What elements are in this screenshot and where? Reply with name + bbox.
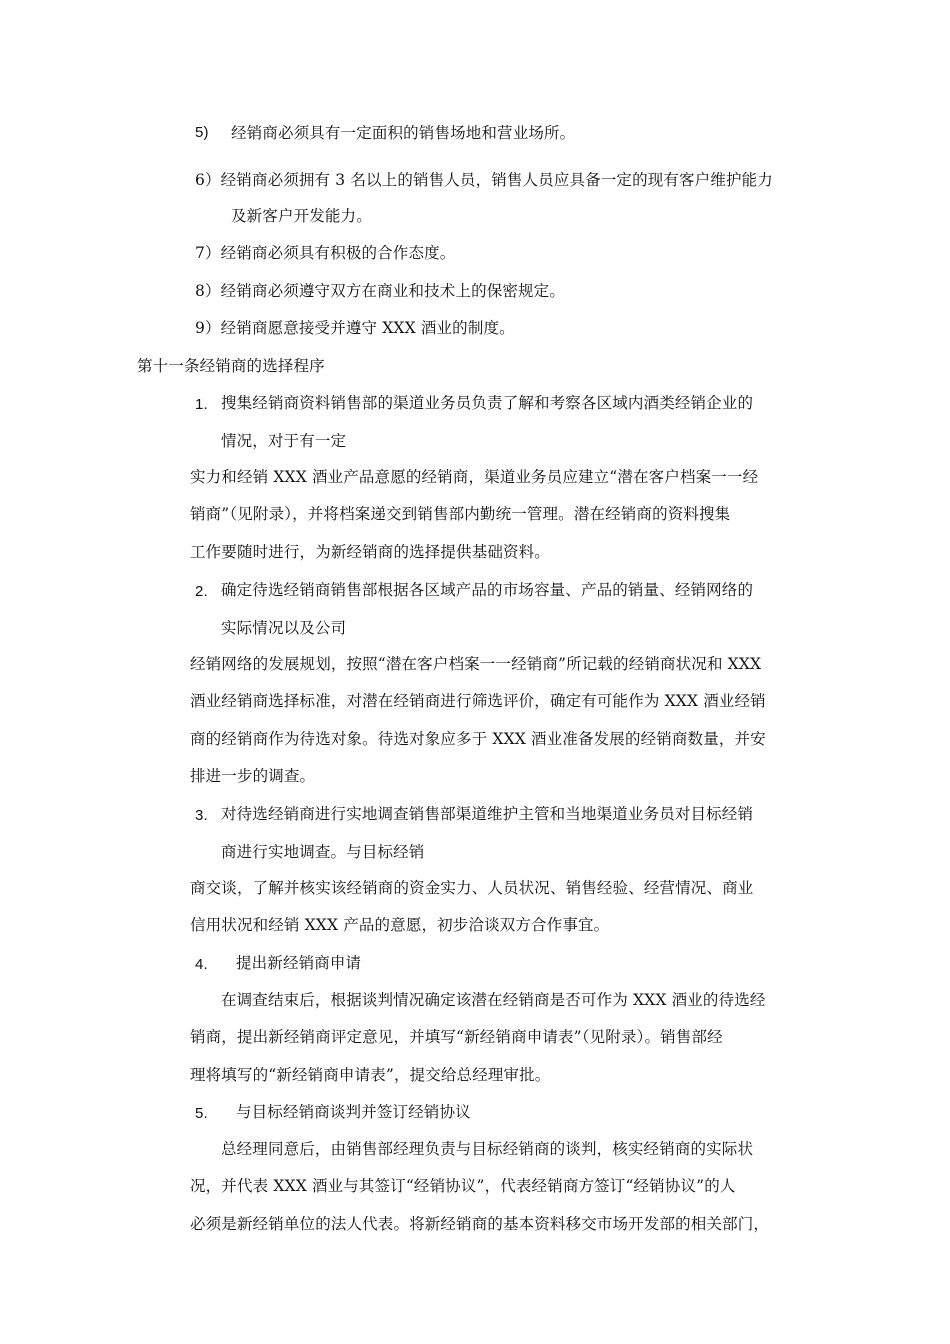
item-5-text: 经销商必须具有一定面积的销售场地和营业场所。 [231, 124, 576, 142]
step-4-body-line: 销商，提出新经销商评定意见，并填写“新经销商申请表”（见附录）。销售部经 [190, 1028, 723, 1046]
item-6-line-1: 6）经销商必须拥有 3 名以上的销售人员，销售人员应具备一定的现有客户维护能力 [195, 171, 773, 189]
step-2-body-line: 经销网络的发展规划，按照“潜在客户档案一一经销商”所记载的经销商状况和 XXX [190, 655, 762, 673]
step-4-body-line: 在调查结束后，根据谈判情况确定该潜在经销商是否可作为 XXX 酒业的待选经 [221, 991, 766, 1009]
step-1-line-2: 情况，对于有一定 [221, 432, 347, 450]
step-2-line-1: 确定待选经销商销售部根据各区域产品的市场容量、产品的销量、经销网络的 [221, 581, 754, 599]
section-title: 第十一条经销商的选择程序 [137, 357, 325, 375]
step-2-number: 2. [195, 583, 208, 600]
step-1-body-line: 工作要随时进行，为新经销商的选择提供基础资料。 [190, 543, 550, 561]
step-5-body-line: 总经理同意后，由销售部经理负责与目标经销商的谈判，核实经销商的实际状 [221, 1140, 754, 1158]
step-2-body-line: 排进一步的调查。 [190, 767, 316, 785]
step-2-line-2: 实际情况以及公司 [221, 619, 347, 637]
step-3-body-line: 信用状况和经销 XXX 产品的意愿，初步洽谈双方合作事宜。 [190, 916, 610, 934]
step-4-title: 提出新经销商申请 [236, 954, 362, 972]
item-9-text: 9）经销商愿意接受并遵守 XXX 酒业的制度。 [195, 319, 515, 337]
step-2-body-line: 商的经销商作为待选对象。待选对象应多于 XXX 酒业准备发展的经销商数量，并安 [190, 730, 766, 748]
step-1-body-line: 实力和经销 XXX 酒业产品意愿的经销商，渠道业务员应建立“潜在客户档案一一经 [190, 468, 759, 486]
item-7-text: 7）经销商必须具有积极的合作态度。 [195, 244, 456, 262]
step-1-body-line: 销商”（见附录），并将档案递交到销售部内勤统一管理。潜在经销商的资料搜集 [190, 505, 731, 523]
step-3-number: 3. [195, 807, 208, 824]
step-3-line-1: 对待选经销商进行实地调查销售部渠道维护主管和当地渠道业务员对目标经销 [221, 805, 754, 823]
step-1-number: 1. [195, 396, 208, 413]
step-3-line-2: 商进行实地调查。与目标经销 [221, 843, 425, 861]
step-4-body-line: 理将填写的“新经销商申请表”，提交给总经理审批。 [190, 1066, 551, 1084]
item-5-number: 5) [195, 124, 209, 141]
step-5-title: 与目标经销商谈判并签订经销协议 [236, 1103, 471, 1121]
step-5-body-line: 必须是新经销单位的法人代表。将新经销商的基本资料移交市场开发部的相关部门， [190, 1215, 770, 1233]
item-8-text: 8）经销商必须遵守双方在商业和技术上的保密规定。 [195, 282, 565, 300]
item-6-line-2: 及新客户开发能力。 [231, 207, 372, 225]
step-5-number: 5. [195, 1105, 208, 1122]
step-4-number: 4. [195, 956, 208, 973]
step-1-line-1: 搜集经销商资料销售部的渠道业务员负责了解和考察各区域内酒类经销企业的 [221, 394, 754, 412]
step-5-body-line: 况，并代表 XXX 酒业与其签订“经销协议”，代表经销商方签订“经销协议”的人 [190, 1177, 736, 1195]
step-3-body-line: 商交谈，了解并核实该经销商的资金实力、人员状况、销售经验、经营情况、商业 [190, 879, 754, 897]
step-2-body-line: 酒业经销商选择标准，对潜在经销商进行筛选评价，确定有可能作为 XXX 酒业经销 [190, 692, 766, 710]
